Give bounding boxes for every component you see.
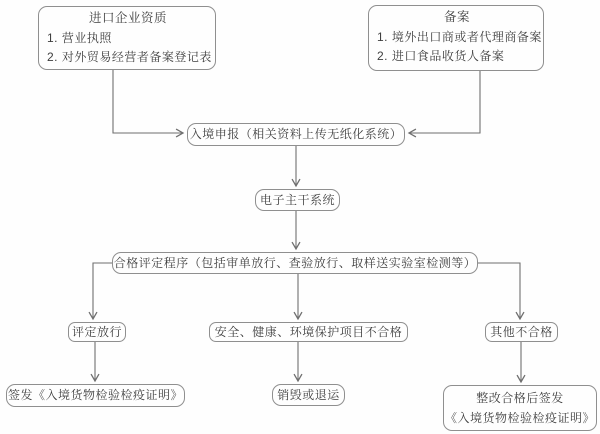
connector-assessment-to-release [93, 263, 112, 319]
node-label: 其他不合格 [490, 324, 553, 339]
node-destroy-or-return [272, 384, 345, 406]
node-label: 电子主干系统 [259, 192, 335, 207]
connector-filing-to-declaration [409, 71, 480, 133]
node-assessment-release [68, 322, 126, 342]
node-title: 备案 [443, 10, 470, 24]
node-electronic-backbone-system [255, 189, 340, 211]
node-filing [368, 5, 544, 71]
node-issue-certificate [6, 384, 185, 407]
connector-assessment-to-otherfail [478, 263, 520, 319]
node-import-enterprise-qualifications [38, 6, 216, 70]
filing-item-consignee: 2. 进口食品收货人备案 [377, 48, 505, 63]
node-label: 评定放行 [71, 324, 122, 339]
node-label: 签发《入境货物检验检疫证明》 [7, 388, 183, 402]
node-title: 进口企业资质 [88, 11, 167, 25]
node-rectify-then-issue-certificate [443, 385, 597, 431]
qualification-item-foreign-trade-registration: 2. 对外贸易经营者备案登记表 [47, 49, 212, 64]
node-label-line2: 《入境货物检验检疫证明》 [444, 411, 595, 425]
node-label-line1: 整改合格后签发 [476, 390, 564, 405]
node-label: 合格评定程序（包括审单放行、查验放行、取样送实验室检测等） [113, 255, 477, 270]
node-entry-declaration [187, 123, 405, 146]
node-label: 安全、健康、环境保护项目不合格 [214, 324, 403, 339]
node-label: 入境申报（相关资料上传无纸化系统） [189, 127, 403, 141]
node-safety-health-environment-fail [209, 322, 408, 342]
connector-qualifications-to-declaration [113, 70, 183, 133]
node-label: 销毁或退运 [277, 387, 340, 402]
filing-item-overseas-exporter: 1. 境外出口商或者代理商备案 [377, 29, 542, 44]
qualification-item-business-license: 1. 营业执照 [47, 30, 112, 45]
node-other-fail [485, 322, 558, 342]
node-conformity-assessment-procedure [112, 252, 478, 274]
